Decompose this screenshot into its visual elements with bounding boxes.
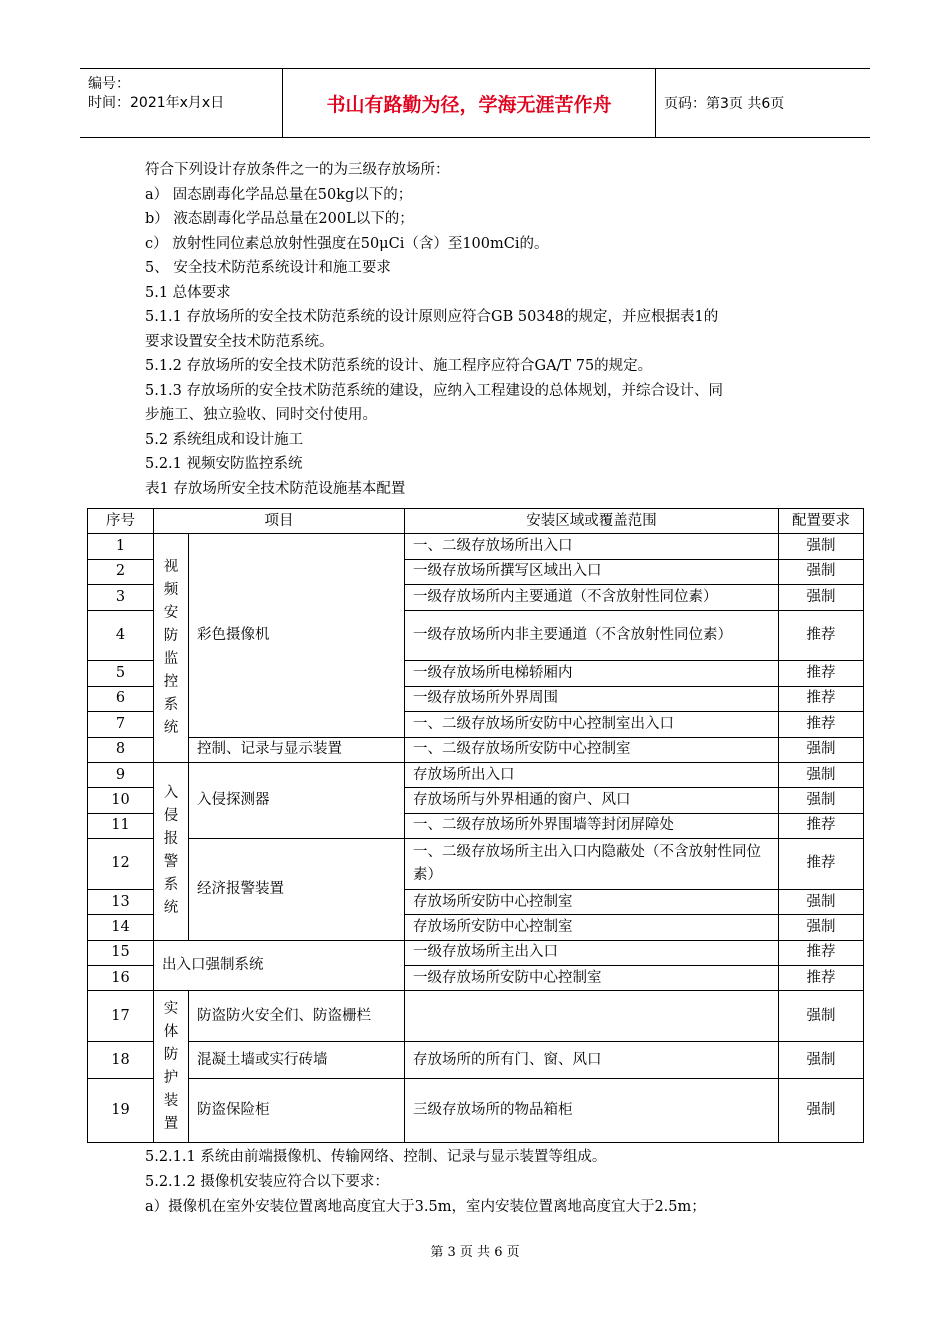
row-requirement: 强制 [779,991,864,1042]
body-line: 5.1.1 存放场所的安全技术防范系统的设计原则应符合GB 50348的规定，并应根据表1的 [145,309,719,325]
row-requirement: 推荐 [779,966,864,991]
row-requirement: 强制 [779,1042,864,1079]
body-line: 符合下列设计存放条件之一的为三级存放场所： [145,162,450,178]
row-number: 16 [88,966,154,991]
row-area: 一、二级存放场所安防中心控制室出入口 [405,712,779,737]
row-area: 存放场所安防中心控制室 [405,915,779,940]
row-area: 存放场所出入口 [405,762,779,787]
table-header-row [88,509,864,534]
body-line: 要求设置安全技术防范系统。 [145,333,334,350]
row-area: 一级存放场所内非主要通道（不含放射性同位素） [405,610,779,661]
table-row [88,737,864,762]
section-heading: 5、 安全技术防范系统设计和施工要求 [145,260,391,276]
item-security-door: 防盗防火安全们、防盗栅栏 [189,991,405,1042]
row-number: 19 [88,1078,154,1142]
group-video: 视频安防监控系统 [154,534,189,763]
table-row [88,839,864,890]
row-number: 2 [88,559,154,584]
body-line: a） 固态剧毒化学品总量在50kg以下的； [145,186,413,203]
item-entrance-control: 出入口强制系统 [154,940,405,991]
row-number: 4 [88,610,154,661]
document-number-label: 编号： [88,76,130,92]
table-row [88,534,864,559]
row-area: 存放场所与外界相通的窗户、风口 [405,788,779,813]
row-requirement: 推荐 [779,940,864,965]
row-number: 14 [88,915,154,940]
row-requirement: 强制 [779,788,864,813]
header-motto: 书山有路勤为径，学海无涯苦作舟 [283,69,656,137]
item-emergency-alarm: 经济报警装置 [189,839,405,941]
page-footer: 第 3 页 共 6 页 [430,1245,520,1260]
row-area: 一、二级存放场所出入口 [405,534,779,559]
row-number: 5 [88,661,154,686]
row-area: 存放场所安防中心控制室 [405,889,779,914]
row-number: 12 [88,839,154,890]
row-area: 一、二级存放场所主出入口内隐蔽处（不含放射性同位素） [405,839,779,890]
row-area: 一级存放场所主出入口 [405,940,779,965]
table-row [88,762,864,787]
row-number: 11 [88,813,154,838]
header-meta [80,69,283,137]
row-area: 一、二级存放场所外界围墙等封闭屏障处 [405,813,779,838]
row-area: 一、二级存放场所安防中心控制室 [405,737,779,762]
row-number: 15 [88,940,154,965]
row-area: 存放场所的所有门、窗、风口 [405,1042,779,1079]
row-area: 一级存放场所内主要通道（不含放射性同位素） [405,585,779,610]
group-intrusion: 入侵报警系统 [154,762,189,940]
row-number: 9 [88,762,154,787]
row-requirement: 强制 [779,889,864,914]
row-area: 三级存放场所的物品箱柜 [405,1078,779,1142]
after-table-text [145,1145,845,1220]
table-row [88,991,864,1042]
section-heading: 5.2 系统组成和设计施工 [145,431,304,448]
row-requirement: 推荐 [779,839,864,890]
body-line: b） 液态剧毒化学品总量在200L以下的； [145,211,414,227]
section-heading: 5.2.1 视频安防监控系统 [145,456,303,472]
row-requirement: 强制 [779,534,864,559]
body-line: c） 放射性同位素总放射性强度在50μCi（含）至100mCi的。 [145,235,549,252]
table-row [88,1042,864,1079]
body-line: 步施工、独立验收、同时交付使用。 [145,407,377,423]
row-requirement: 强制 [779,559,864,584]
section-heading: 5.1 总体要求 [145,284,231,301]
row-area: 一级存放场所外界周围 [405,686,779,711]
item-concrete-wall: 混凝土墙或实行砖墙 [189,1042,405,1079]
row-area: 一级存放场所安防中心控制室 [405,966,779,991]
item-intrusion-detector: 入侵探测器 [189,762,405,838]
row-area [405,991,779,1042]
row-requirement: 推荐 [779,661,864,686]
table-row [88,940,864,965]
item-safe-cabinet: 防盗保险柜 [189,1078,405,1142]
row-requirement: 强制 [779,737,864,762]
row-number: 1 [88,534,154,559]
document-date-label: 时间：2021年x月x日 [88,95,225,111]
body-line: 5.1.2 存放场所的安全技术防范系统的设计、施工程序应符合GA/T 75的规定。 [145,358,653,374]
item-color-camera: 彩色摄像机 [189,534,405,737]
row-number: 18 [88,1042,154,1079]
header-cell-no: 序号 [88,509,154,534]
row-number: 3 [88,585,154,610]
row-number: 10 [88,788,154,813]
row-requirement: 强制 [779,1078,864,1142]
row-number: 6 [88,686,154,711]
body-line: 5.2.1.2 摄像机安装应符合以下要求： [145,1174,389,1190]
item-control-display: 控制、记录与显示装置 [189,737,405,762]
row-requirement: 强制 [779,762,864,787]
row-number: 13 [88,889,154,914]
group-physical: 实体防护装置 [154,991,189,1143]
header-page-number: 页码：第3页 共6页 [664,96,785,112]
body-line: 5.2.1.1 系统由前端摄像机、传输网络、控制、记录与显示装置等组成。 [145,1149,607,1165]
row-requirement: 推荐 [779,610,864,661]
row-area: 一级存放场所电梯轿厢内 [405,661,779,686]
row-area: 一级存放场所撰写区域出入口 [405,559,779,584]
table-row [88,1078,864,1142]
body-text [145,158,825,501]
body-line: a）摄像机在室外安装位置离地高度宜大于3.5m，室内安装位置离地高度宜大于2.5m； [145,1199,706,1215]
row-requirement: 强制 [779,585,864,610]
configuration-table [87,508,864,1143]
header-cell-item: 项目 [154,509,405,534]
row-requirement: 推荐 [779,813,864,838]
body-line: 5.1.3 存放场所的安全技术防范系统的建设，应纳入工程建设的总体规划，并综合设计、同 [145,382,723,399]
row-requirement: 推荐 [779,686,864,711]
row-requirement: 强制 [779,915,864,940]
row-number: 17 [88,991,154,1042]
row-requirement: 推荐 [779,712,864,737]
table-caption: 表1 存放场所安全技术防范设施基本配置 [145,480,406,497]
header-cell-requirement: 配置要求 [779,509,864,534]
page-header [80,68,870,138]
header-cell-area: 安装区域或覆盖范围 [405,509,779,534]
row-number: 8 [88,737,154,762]
row-number: 7 [88,712,154,737]
